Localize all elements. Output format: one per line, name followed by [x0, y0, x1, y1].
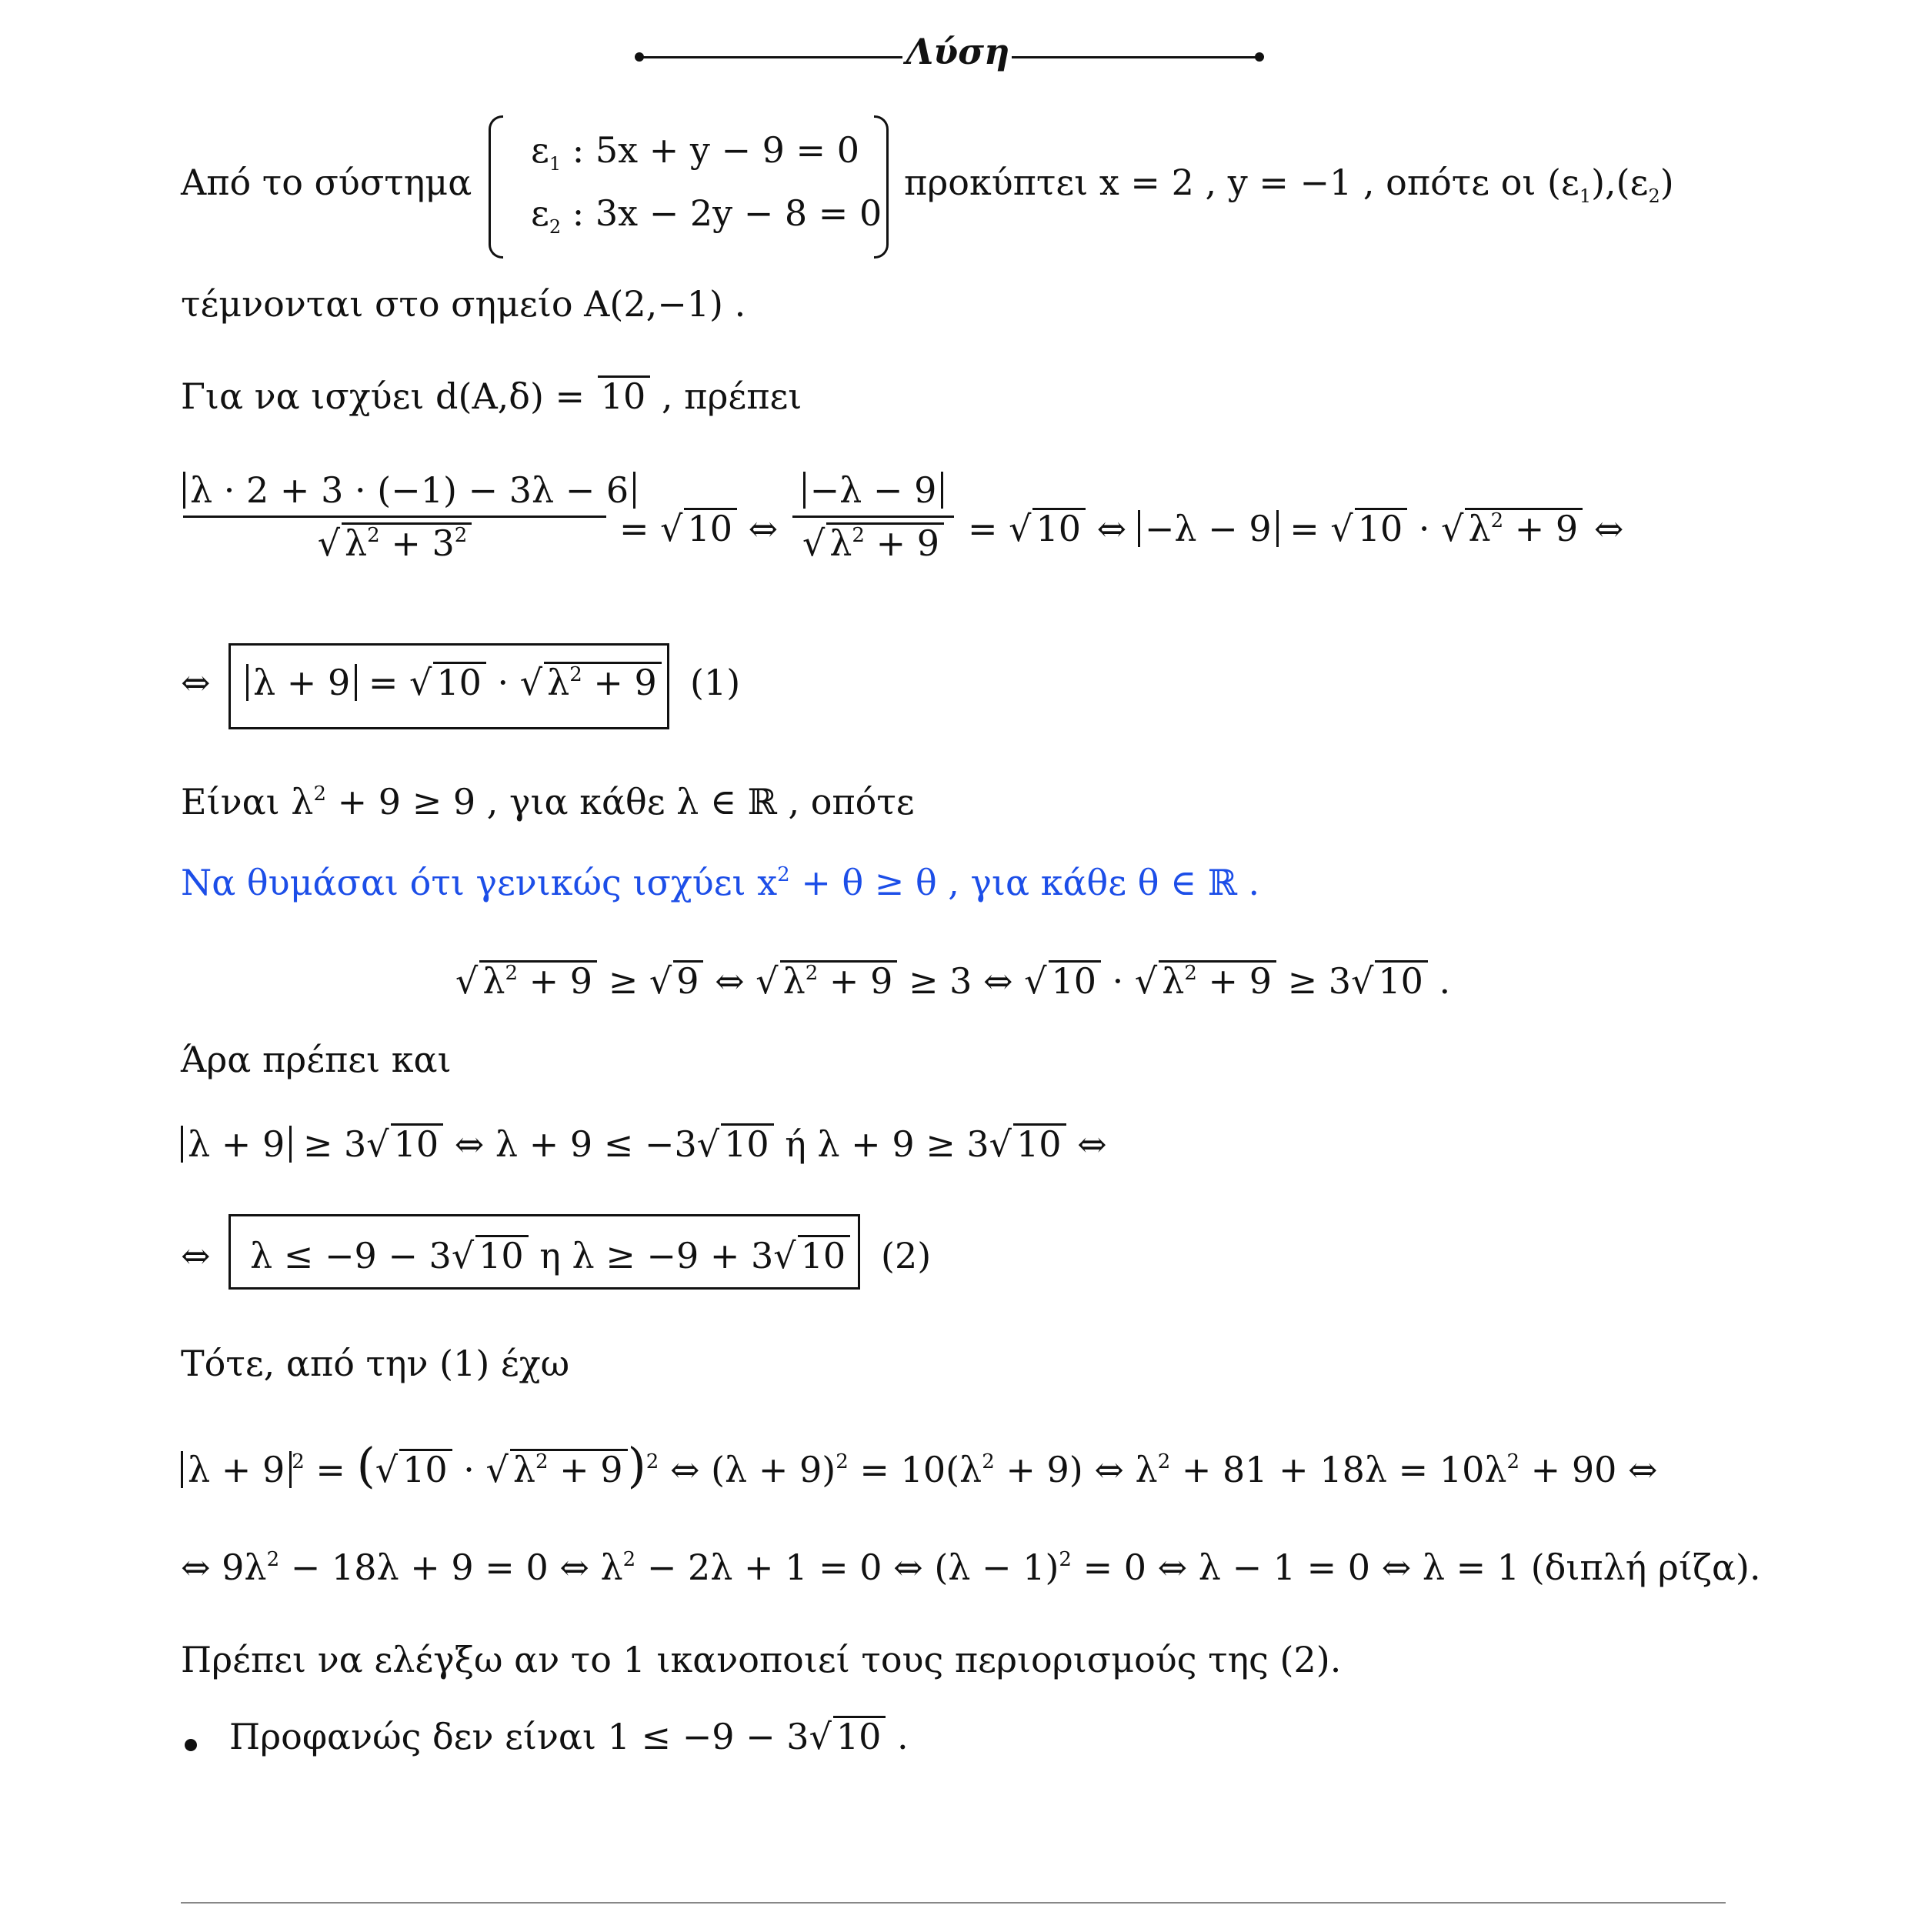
check-constraints-text: Πρέπει να ελέγξω αν το 1 ικανοποιεί τους περιορισμούς της (2). — [181, 1639, 1342, 1680]
equation-tag-1: (1) — [690, 662, 741, 703]
equation-g: ⇔ $9\lambda^2 - 18\lambda + 9 = 0$ ⇔ $\lambda^2 - 2\lambda + 1 = 0$ ⇔ $(\lambda - 1)^2 = 0$ ⇔ λ − 1 = 0 ⇔ λ = 1 (διπλή ρίζα). — [181, 1547, 1761, 1588]
equation-c: √ $\lambda^2 + 9$ ≥ √ 9 ⇔ √ $\lambda^2 + 9 \ge 3$ ⇔ √ 10 · √ $\lambda^2 + 9 \ge 3√$ 10 . — [455, 960, 1451, 1002]
header-dot-right — [1255, 52, 1264, 62]
header-rule-right — [1012, 56, 1259, 58]
system-right-brace — [874, 115, 889, 259]
then-text: Τότε, από την (1) έχω — [181, 1343, 570, 1384]
bullet-text-1: Προφανώς δεν είναι 1 ≤ −9 − 3√ 10 . — [229, 1716, 909, 1757]
iff-symbol-b: ⇔ — [181, 662, 211, 703]
equation-system — [489, 115, 889, 254]
equation-b: λ + 9 = √ 10 · √ $\lambda^2 + 9$ — [246, 662, 662, 704]
reminder-note: Να θυμάσαι ότι γενικώς ισχύει $x^2 + \theta \ge \theta$ , για κάθε θ ∈ ℝ . — [181, 862, 1260, 903]
system-result: προκύπτει x = 2 , y = −1 , οπότε οι $(\varepsilon_1),(\varepsilon_2)$ — [904, 162, 1674, 207]
equation-d: λ + 9 ≥ 3√ 10 ⇔ λ + 9 ≤ −3√ 10 ή λ + 9 ≥ 3√ 10 ⇔ — [181, 1123, 1107, 1166]
equation-e: λ ≤ −9 − 3√ 10 η λ ≥ −9 + 3√ 10 — [250, 1235, 850, 1277]
fraction-distance-2: −λ − 9 √ $\lambda^2 + 9$ — [792, 469, 954, 564]
therefore-text: Άρα πρέπει και — [181, 1039, 452, 1080]
intersection-point-text: τέμνονται στο σημείο Α(2,−1) . — [181, 283, 746, 325]
equation-a-part2: = √ 10 ⇔ −λ − 9 = √ 10 · √ $\lambda^2 + 9$ ⇔ — [968, 508, 1624, 549]
distance-condition: Για να ισχύει d(A,δ) = 10 , πρέπει — [181, 375, 802, 417]
equation-tag-2: (2) — [881, 1235, 932, 1276]
section-header — [635, 31, 1266, 85]
footer-rule — [181, 1902, 1726, 1904]
bullet-point — [185, 1739, 197, 1751]
iff-symbol-e: ⇔ — [181, 1235, 211, 1276]
fraction-distance-1: λ · 2 + 3 · (−1) − 3λ − 6 √ $\lambda^2 + 3^2$ — [183, 469, 606, 564]
system-equation-2: $\varepsilon_2$ : 3x − 2y − 8 = 0 — [531, 192, 882, 238]
equation-a-part1: = √ 10 ⇔ — [619, 508, 779, 549]
system-left-brace — [489, 115, 503, 259]
section-title: Λύση — [906, 31, 1010, 72]
equation-f: λ + 9 $^2$ = (√ 10 · √ $\lambda^2 + 9)^2$ ⇔ $(\lambda + 9)^2 = 10(\lambda^2 + 9)$ ⇔ $\lambda^2 + 81 + 18\lambda = 10\lambda^2 + 90$ ⇔ — [181, 1437, 1658, 1494]
system-intro: Από το σύστημα — [181, 162, 472, 203]
header-rule-left — [641, 56, 902, 58]
system-equation-1: $\varepsilon_1$ : 5x + y − 9 = 0 — [531, 129, 859, 175]
inequality-statement: Είναι $\lambda^2 + 9 \ge 9$ , για κάθε λ ∈ ℝ , οπότε — [181, 781, 915, 823]
